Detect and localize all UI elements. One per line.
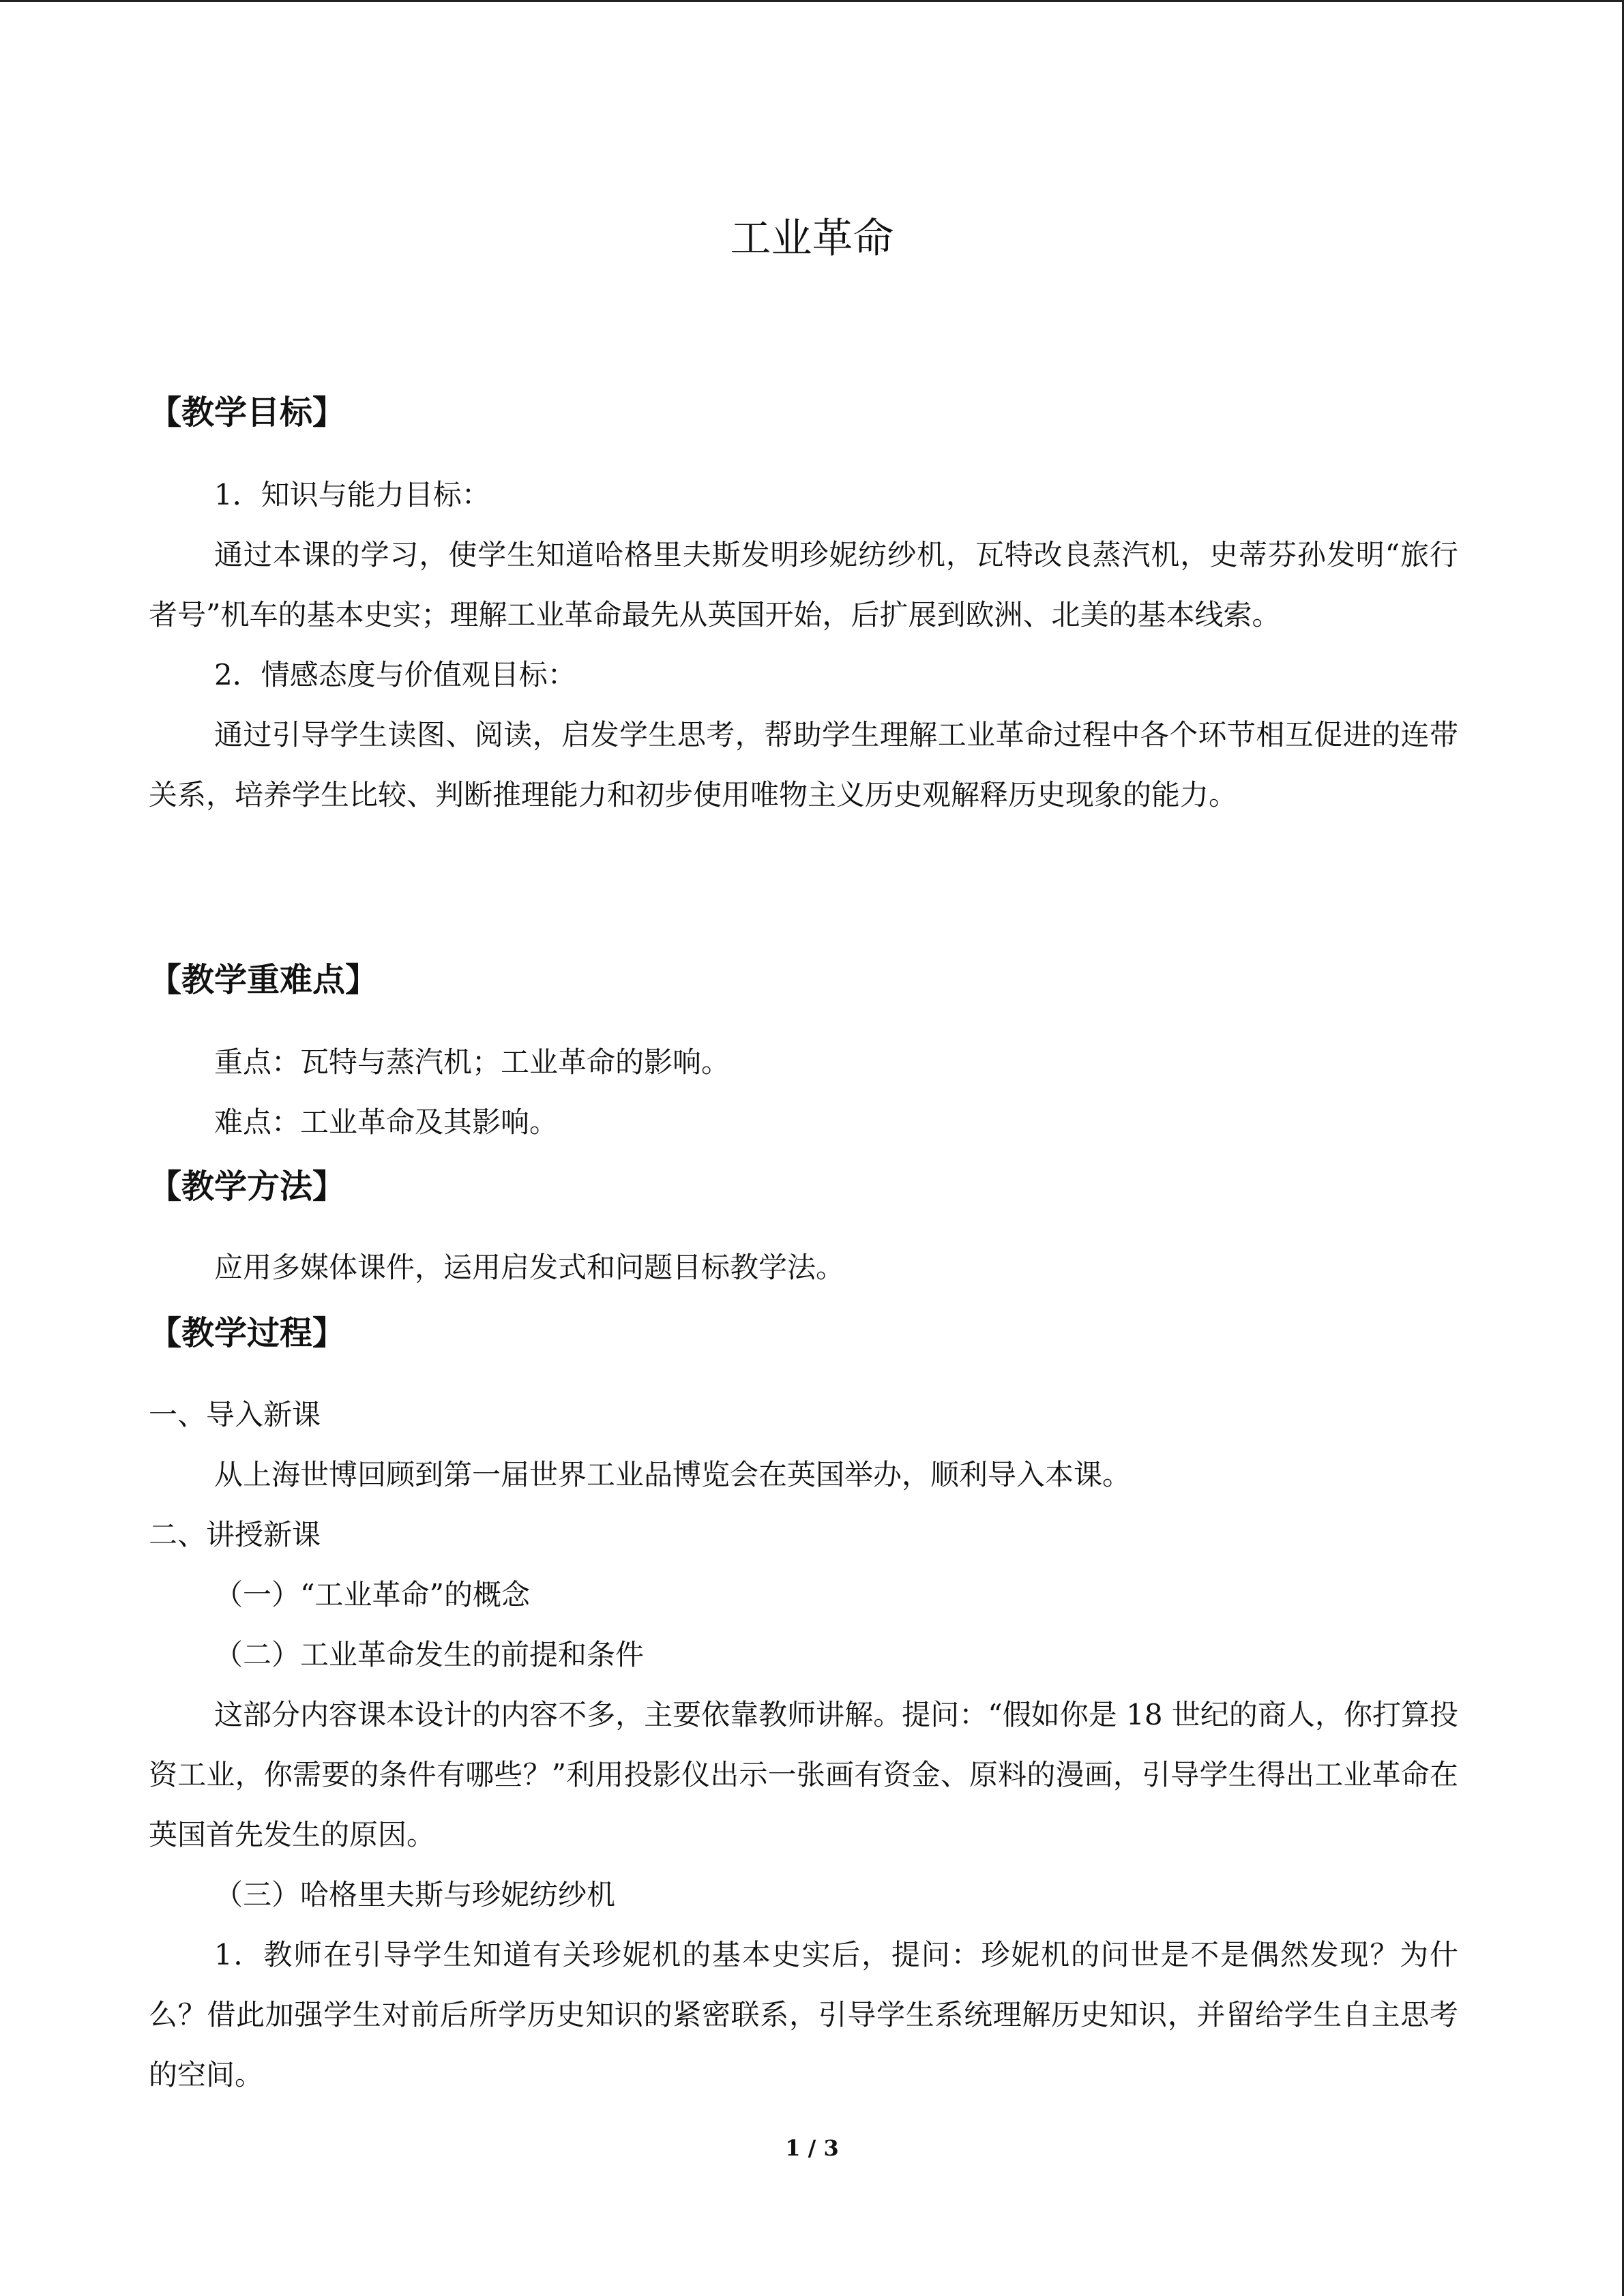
goal-2-title: 2．情感态度与价值观目标： [214, 658, 576, 691]
top-border [0, 0, 1624, 2]
section-process [149, 1302, 1458, 1364]
sub-2-text: 这部分内容课本设计的内容不多，主要依靠教师讲解。提问：“假如你是 18 世纪的商人，你打算投资工业，你需要的条件有哪些？”利用投影仪出示一张画有资金、原料的漫画，引导学生得出工业革命在英国首先发生的原因。 [149, 1698, 1458, 1851]
sub-2-title: （二）工业革命发生的前提和条件 [214, 1638, 645, 1671]
heading-process: 【教学过程】 [149, 1314, 346, 1352]
process-body [149, 1385, 1458, 2105]
part-1-title: 一、导入新课 [149, 1398, 321, 1431]
key-point: 重点：瓦特与蒸汽机；工业革命的影响。 [214, 1045, 730, 1079]
sub-1-title: （一）“工业革命”的概念 [214, 1578, 530, 1611]
section-methods [149, 1156, 1458, 1217]
heading-goals: 【教学目标】 [149, 393, 346, 432]
part-2-title: 二、讲授新课 [149, 1518, 321, 1551]
key-points-body [149, 1032, 1458, 1152]
goal-1-title: 1．知识与能力目标： [214, 478, 490, 511]
sub-3-title: （三）哈格里夫斯与珍妮纺纱机 [214, 1878, 616, 1911]
difficult-point: 难点：工业革命及其影响。 [214, 1105, 559, 1139]
goal-1-text: 通过本课的学习，使学生知道哈格里夫斯发明珍妮纺纱机，瓦特改良蒸汽机，史蒂芬孙发明“旅行者号”机车的基本史实；理解工业革命最先从英国开始，后扩展到欧洲、北美的基本线索。 [149, 538, 1458, 631]
methods-text: 应用多媒体课件，运用启发式和问题目标教学法。 [214, 1251, 845, 1284]
page-number: 1 / 3 [785, 2135, 839, 2161]
heading-methods: 【教学方法】 [149, 1167, 346, 1206]
heading-key-points: 【教学重难点】 [149, 961, 379, 999]
methods-body [149, 1238, 1458, 1298]
section-goals [149, 382, 1458, 443]
part-1-text: 从上海世博回顾到第一届世界工业品博览会在英国举办，顺利导入本课。 [214, 1458, 1132, 1491]
goal-2-text: 通过引导学生读图、阅读，启发学生思考，帮助学生理解工业革命过程中各个环节相互促进的连带关系，培养学生比较、判断推理能力和初步使用唯物主义历史观解释历史现象的能力。 [149, 718, 1458, 811]
goals-body [149, 465, 1458, 825]
sub-3-text: 1．教师在引导学生知道有关珍妮机的基本史实后，提问：珍妮机的问世是不是偶然发现？为什么？借此加强学生对前后所学历史知识的紧密联系，引导学生系统理解历史知识，并留给学生自主思考的空间。 [149, 1938, 1458, 2091]
section-key-points [149, 949, 1458, 1011]
page-title: 工业革命 [730, 215, 894, 263]
